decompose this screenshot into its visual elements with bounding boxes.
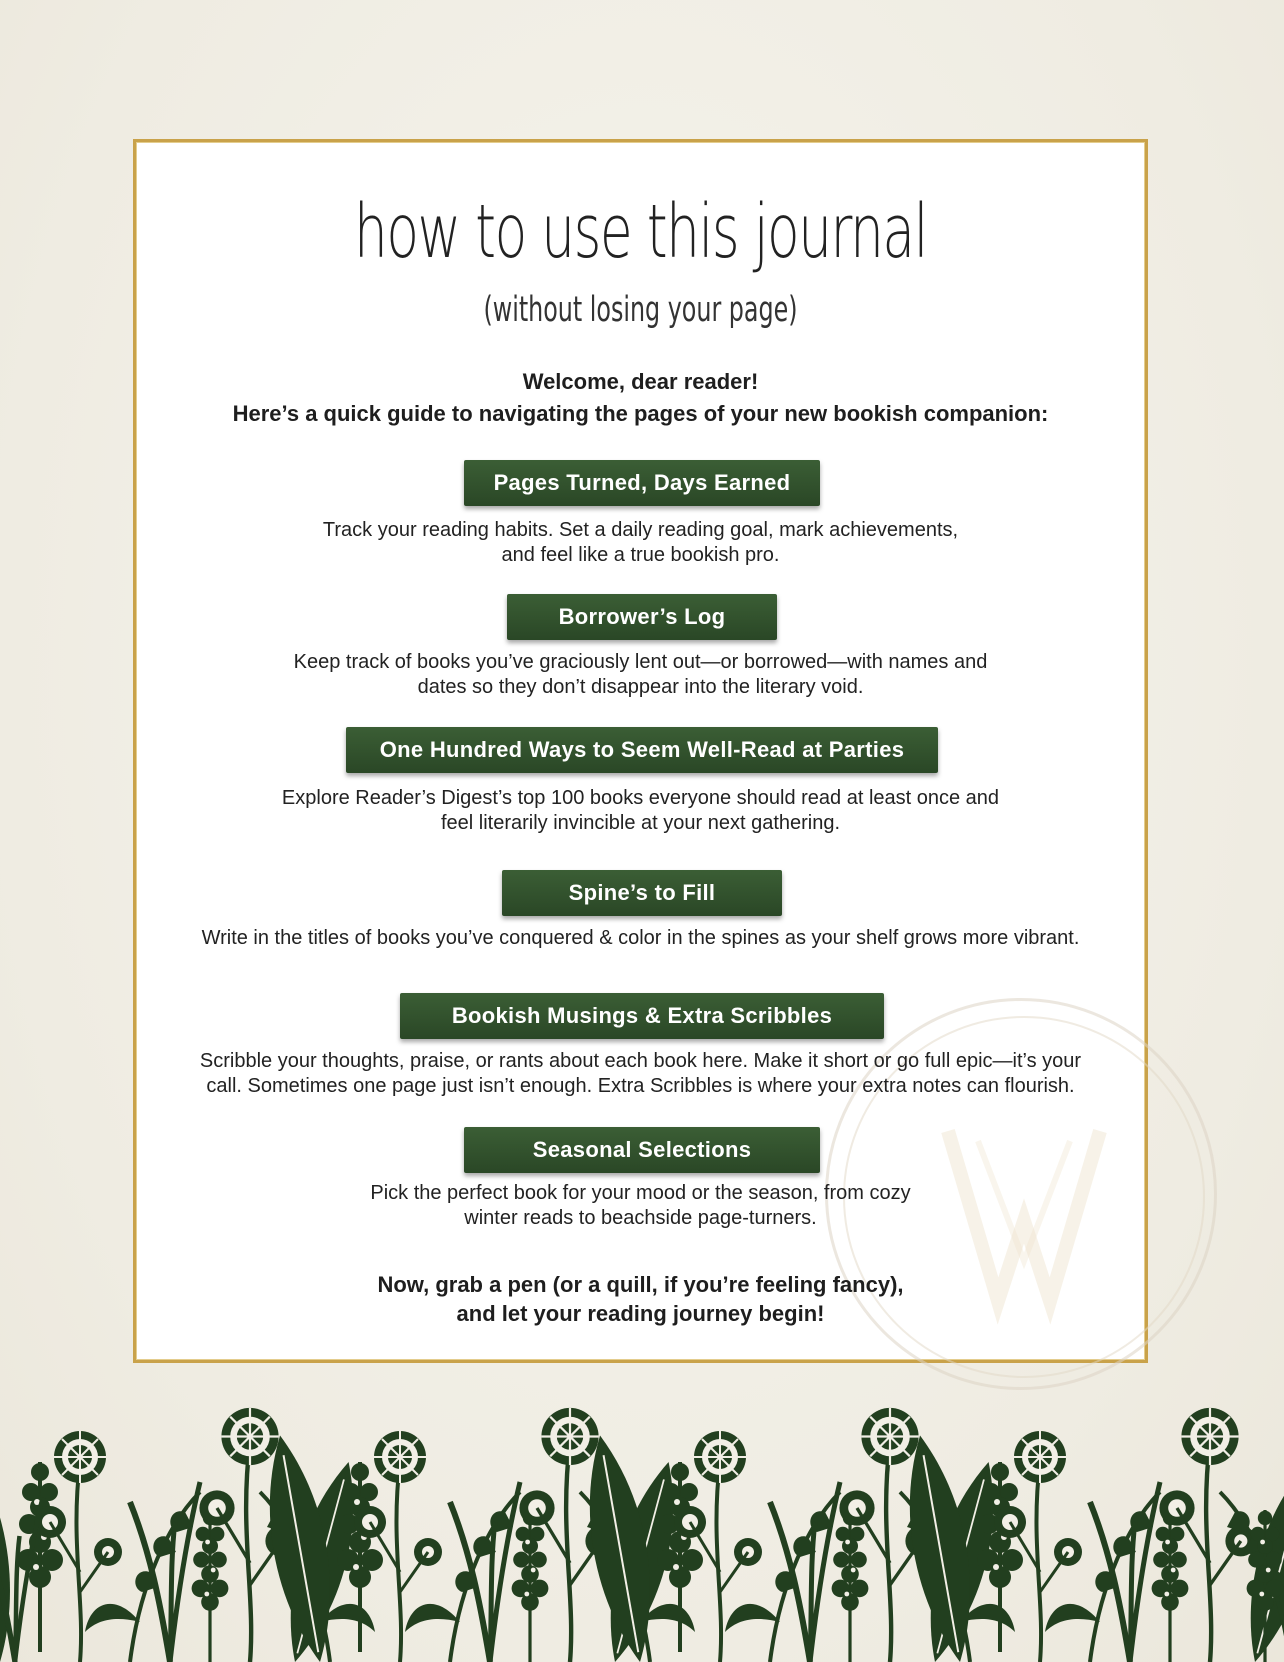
description-line: Track your reading habits. Set a daily reading goal, mark achievements, (322, 519, 959, 541)
closing-line-2: and let your reading journey begin! (456, 1301, 825, 1326)
description-line: and feel like a true bookish pro. (501, 544, 780, 566)
section-heading-spines-to-fill: Spine’s to Fill (502, 870, 782, 916)
botanical-wildflowers-illustration (0, 1372, 1284, 1662)
closing-text (133, 1270, 1148, 1328)
description-line: winter reads to beachside page-turners. (464, 1207, 817, 1229)
section-description-bookish-musings (133, 1049, 1148, 1099)
description-line: Keep track of books you’ve graciously lent out—or borrowed—with names and (293, 651, 988, 673)
section-description-one-hundred-ways (133, 786, 1148, 836)
description-line: call. Sometimes one page just isn’t enough. Extra Scribbles is where your extra notes can flourish. (206, 1075, 1075, 1097)
description-line: Explore Reader’s Digest’s top 100 books everyone should read at least once and (281, 787, 1000, 809)
section-description-seasonal-selections (133, 1181, 1148, 1231)
section-heading-seasonal-selections: Seasonal Selections (464, 1127, 820, 1173)
section-heading-one-hundred-ways: One Hundred Ways to Seem Well-Read at Parties (346, 727, 938, 773)
description-line: Write in the titles of books you’ve conquered & color in the spines as your shelf grows more vibrant. (201, 927, 1080, 949)
intro-line-1: Welcome, dear reader! (522, 369, 759, 394)
page-title: how to use this journal (354, 189, 927, 275)
description-line: feel literarily invincible at your next gathering. (440, 812, 841, 834)
closing-line-1: Now, grab a pen (or a quill, if you’re feeling fancy), (377, 1272, 904, 1297)
section-heading-borrowers-log: Borrower’s Log (507, 594, 777, 640)
description-line: Pick the perfect book for your mood or the season, from cozy (370, 1182, 911, 1204)
page-subtitle: (without losing your page) (483, 290, 798, 330)
section-description-pages-turned (133, 518, 1148, 568)
intro-text (133, 366, 1148, 430)
description-line: dates so they don’t disappear into the literary void. (417, 676, 864, 698)
description-line: Scribble your thoughts, praise, or rants about each book here. Make it short or go full epic—it’s your (199, 1050, 1082, 1072)
section-heading-pages-turned: Pages Turned, Days Earned (464, 460, 820, 506)
section-description-spines-to-fill (133, 926, 1148, 951)
section-heading-bookish-musings: Bookish Musings & Extra Scribbles (400, 993, 884, 1039)
intro-line-2: Here’s a quick guide to navigating the pages of your new bookish companion: (232, 401, 1049, 426)
section-description-borrowers-log (133, 650, 1148, 700)
